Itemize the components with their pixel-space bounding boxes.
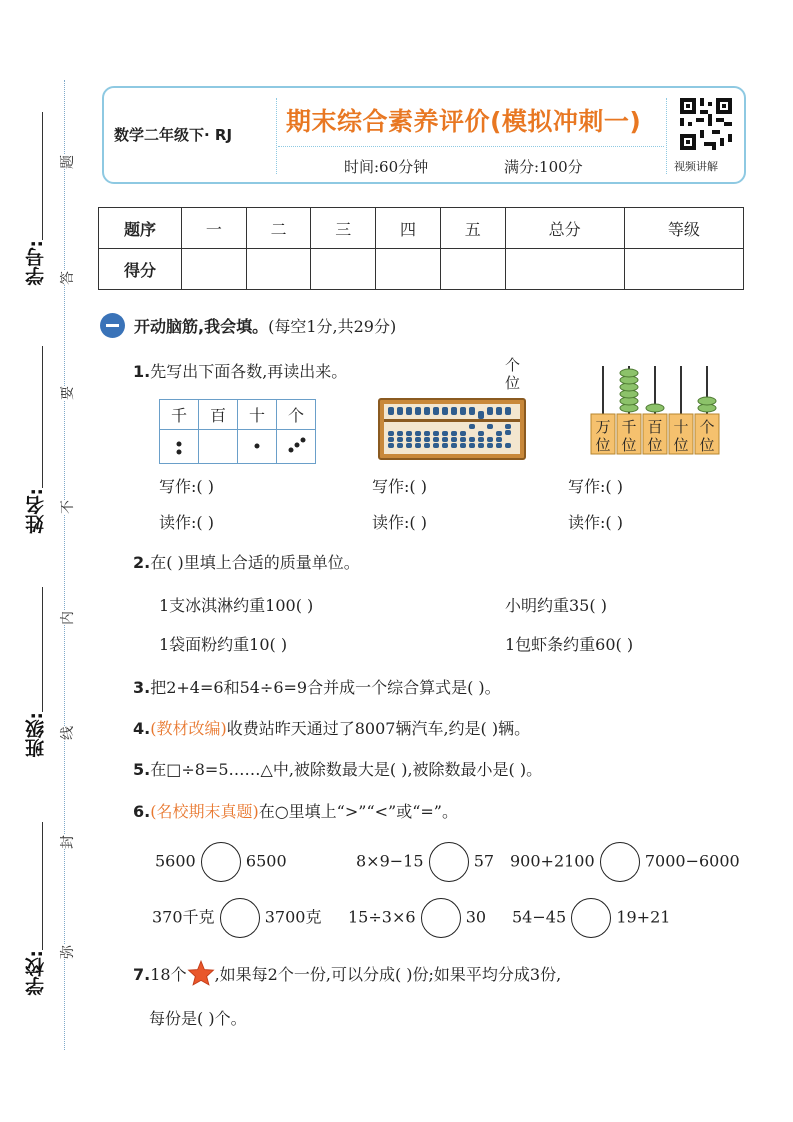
compare-right: 30 [465, 907, 487, 927]
counter-place-bottom: 位 [673, 436, 689, 454]
question-number: 3. [133, 678, 151, 697]
answer-blank[interactable]: 读作:( ) [159, 513, 214, 532]
compare-item [155, 842, 287, 882]
question-7[interactable] [133, 960, 561, 986]
question-text: 收费站昨天通过了8007辆汽车,约是( )辆。 [226, 719, 531, 738]
compare-left: 5600 [155, 851, 196, 871]
counter-place-top: 万 [595, 418, 611, 436]
compare-left: 15÷3×6 [348, 907, 416, 927]
compare-left: 900+2100 [510, 851, 595, 871]
class-line[interactable] [42, 587, 43, 712]
score-cell[interactable] [311, 249, 376, 290]
table-row [160, 400, 316, 430]
exam-header [102, 86, 746, 184]
full-score: 满分:100分 [504, 158, 583, 176]
table-row-label: 得分 [99, 249, 182, 290]
compare-left: 54−45 [512, 907, 567, 927]
question-text: 18个 [150, 965, 187, 984]
answer-blank[interactable]: 读作:( ) [372, 513, 427, 532]
answer-blank[interactable]: 1袋面粉约重10( ) [159, 635, 288, 654]
score-cell[interactable] [440, 249, 505, 290]
counter-place-bottom: 位 [621, 436, 637, 454]
qr-caption: 视频讲解 [674, 160, 718, 173]
compare-left: 8×9−15 [356, 851, 424, 871]
answer-blank[interactable]: 1包虾条约重60( ) [505, 635, 634, 654]
section-number-badge [100, 313, 125, 338]
bead-cell [160, 430, 199, 464]
seal-char: 线 [57, 726, 77, 740]
class-label: 班级: [25, 712, 47, 758]
question-text: 在○里填上“>”“<”或“=”。 [258, 802, 458, 821]
compare-left: 370千克 [152, 907, 215, 927]
seal-char: 题 [57, 155, 77, 169]
seal-char: 封 [57, 835, 77, 849]
seal-char: 弥 [57, 945, 77, 959]
qr-code-icon[interactable] [680, 98, 732, 150]
student-id-label: 学号: [25, 240, 47, 286]
bead-cell [277, 430, 316, 464]
source-tag: (教材改编) [150, 719, 227, 738]
table-header-cell: 总分 [505, 208, 624, 249]
abacus-image [378, 398, 526, 460]
table-header-cell: 二 [246, 208, 311, 249]
compare-circle[interactable] [421, 898, 461, 938]
compare-circle[interactable] [429, 842, 469, 882]
score-table [98, 207, 744, 290]
question-5[interactable] [133, 757, 542, 780]
header-divider [276, 98, 277, 174]
abacus-place-label-1: 个 [505, 356, 521, 374]
place-header: 千 [160, 400, 199, 430]
compare-right: 19+21 [616, 907, 671, 927]
seal-char: 内 [57, 611, 77, 625]
answer-blank[interactable]: 小明约重35( ) [505, 596, 607, 615]
question-2 [133, 550, 360, 573]
score-cell[interactable] [624, 249, 743, 290]
counter-place-top: 十 [673, 418, 689, 436]
seal-dotted-line [64, 80, 65, 1050]
source-tag: (名校期末真题) [150, 802, 259, 821]
star-icon [187, 960, 215, 986]
compare-circle[interactable] [571, 898, 611, 938]
question-text: 先写出下面各数,再读出来。 [150, 362, 348, 381]
counter-place-top: 千 [621, 418, 637, 436]
question-number: 6. [133, 802, 151, 821]
compare-item [152, 898, 321, 938]
answer-blank[interactable]: 读作:( ) [568, 513, 623, 532]
seal-char: 要 [57, 386, 77, 400]
question-number: 1. [133, 362, 151, 381]
score-cell[interactable] [246, 249, 311, 290]
counter-place-bottom: 位 [647, 436, 663, 454]
school-line[interactable] [42, 822, 43, 950]
question-text: 在□÷8=5……△中,被除数最大是( ),被除数最小是( )。 [150, 760, 543, 779]
question-4[interactable] [133, 716, 530, 739]
compare-right: 6500 [245, 851, 287, 871]
table-row [99, 208, 744, 249]
seal-char: 不 [57, 500, 77, 514]
question-1 [133, 359, 347, 382]
compare-circle[interactable] [220, 898, 260, 938]
place-header: 十 [238, 400, 277, 430]
counting-frame-image [588, 364, 723, 458]
table-header-cell: 一 [182, 208, 247, 249]
question-6 [133, 799, 458, 822]
table-row [160, 430, 316, 464]
seal-char: 答 [57, 271, 77, 285]
compare-circle[interactable] [201, 842, 241, 882]
compare-item [510, 842, 740, 882]
answer-blank[interactable]: 写作:( ) [372, 477, 427, 496]
place-header: 百 [199, 400, 238, 430]
question-7-line2[interactable]: 每份是( )个。 [149, 1009, 247, 1028]
question-number: 4. [133, 719, 151, 738]
school-label: 学校: [25, 950, 47, 996]
header-divider [666, 98, 667, 174]
counter-place-top: 个 [699, 418, 715, 436]
compare-item [356, 842, 494, 882]
place-header: 个 [277, 400, 316, 430]
table-header-cell: 题序 [99, 208, 182, 249]
question-number: 7. [133, 965, 151, 984]
counter-place-bottom: 位 [699, 436, 715, 454]
section-title-text: 开动脑筋,我会填。 [134, 317, 269, 336]
question-text: ,如果每2个一份,可以分成( )份;如果平均分成3份, [214, 965, 562, 984]
answer-blank[interactable]: 写作:( ) [159, 477, 214, 496]
table-header-cell: 五 [440, 208, 505, 249]
question-3[interactable] [133, 675, 501, 698]
table-header-cell: 三 [311, 208, 376, 249]
header-divider [278, 146, 664, 147]
counter-place-top: 百 [647, 418, 663, 436]
table-header-cell: 等级 [624, 208, 743, 249]
name-line[interactable] [42, 346, 43, 488]
bead-cell [199, 430, 238, 464]
subject-label: 数学二年级下· RJ [114, 126, 233, 144]
answer-blank[interactable]: 写作:( ) [568, 477, 623, 496]
table-header-cell: 四 [376, 208, 441, 249]
name-label: 姓名: [25, 488, 47, 534]
compare-item [512, 898, 670, 938]
section-title [134, 314, 396, 337]
abacus-place-label-2: 位 [505, 374, 521, 392]
compare-right: 7000−6000 [644, 851, 740, 871]
score-cell[interactable] [182, 249, 247, 290]
counter-place-bottom: 位 [595, 436, 611, 454]
question-number: 2. [133, 553, 151, 572]
compare-right: 3700克 [264, 907, 322, 927]
exam-title: 期末综合素养评价(模拟冲刺一) [286, 107, 642, 136]
compare-item [348, 898, 486, 938]
time-limit: 时间:60分钟 [344, 158, 429, 176]
abacus-place-label [505, 356, 520, 392]
score-cell[interactable] [505, 249, 624, 290]
bead-cell [238, 430, 277, 464]
question-number: 5. [133, 760, 151, 779]
table-row [99, 249, 744, 290]
compare-circle[interactable] [600, 842, 640, 882]
answer-blank[interactable]: 1支冰淇淋约重100( ) [159, 596, 314, 615]
score-cell[interactable] [376, 249, 441, 290]
compare-right: 57 [473, 851, 495, 871]
question-text: 在( )里填上合适的质量单位。 [150, 553, 360, 572]
student-id-line[interactable] [42, 112, 43, 240]
place-value-chart [159, 399, 316, 464]
section-note: (每空1分,共29分) [268, 317, 397, 336]
question-text: 把2+4=6和54÷6=9合并成一个综合算式是( )。 [150, 678, 501, 697]
